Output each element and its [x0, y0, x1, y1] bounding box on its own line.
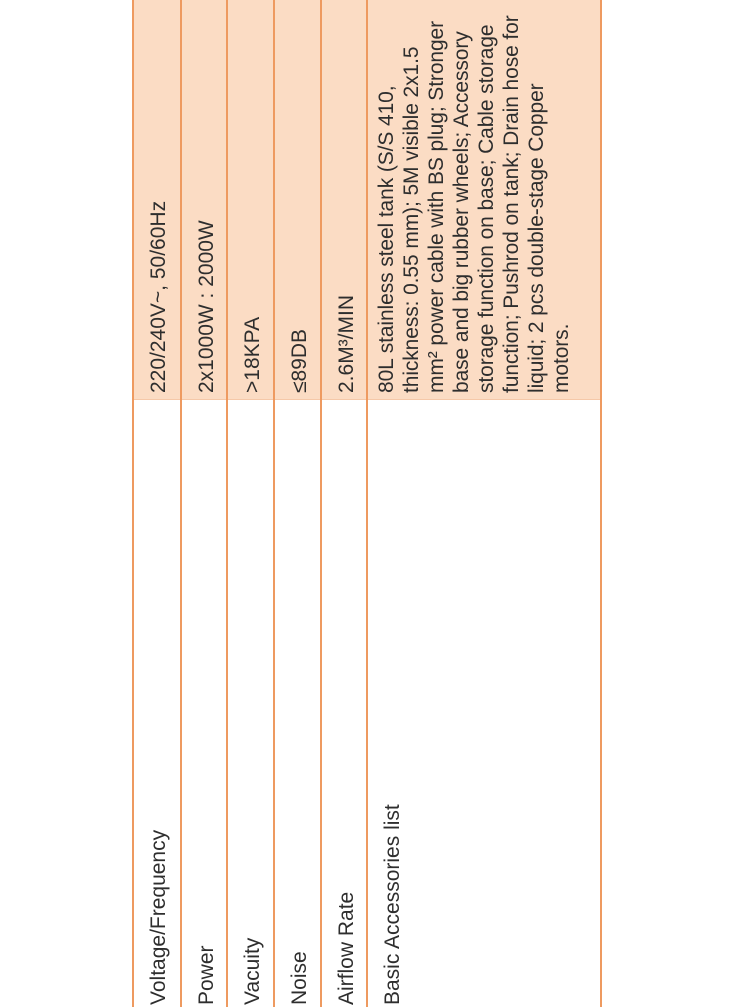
spec-value: 80L stainless steel tank (S/S 410, thickness: 0.55 mm); 5M visible 2x1.5 mm² power cable with BS plug; Stronger base and big rubber wheels; Accessory storage function on base; Cable storage function; Pushrod on tank; Drain hose for liquid; 2 pcs double-stage Copper motors.	[368, 0, 602, 400]
table-row	[320, 0, 366, 1007]
table-row	[226, 0, 273, 1007]
spec-value: 2.6M³/MIN	[322, 0, 366, 400]
spec-label: Voltage/Frequency	[134, 400, 180, 1007]
spec-label: Power	[182, 400, 226, 1007]
spec-label: Vacuity	[228, 400, 273, 1007]
table-row	[180, 0, 226, 1007]
table-bottom-border	[600, 0, 602, 1007]
table-row	[273, 0, 320, 1007]
spec-label: Noise	[275, 400, 320, 1007]
spec-value: 220/240V~, 50/60Hz	[134, 0, 180, 400]
table-row	[366, 0, 602, 1007]
spec-value: >18KPA	[228, 0, 273, 400]
spec-value: ≤89DB	[275, 0, 320, 400]
table-row	[132, 0, 180, 1007]
spec-value: 2x1000W : 2000W	[182, 0, 226, 400]
spec-label: Basic Accessories list	[368, 400, 602, 1007]
spec-label: Airflow Rate	[322, 400, 366, 1007]
